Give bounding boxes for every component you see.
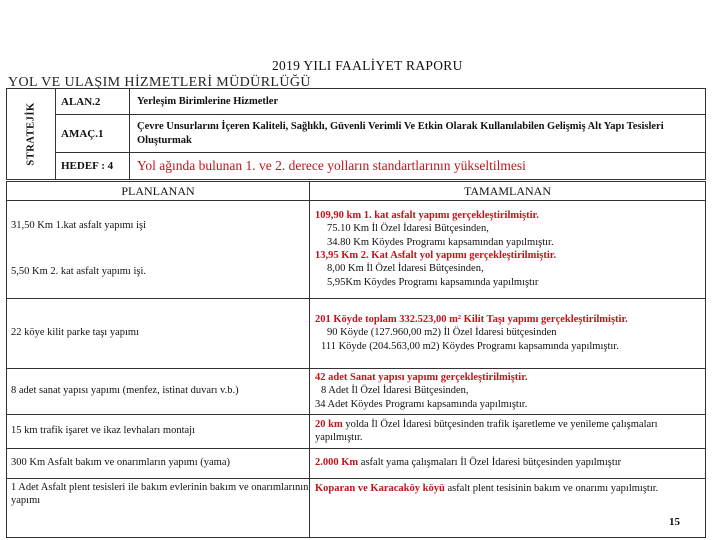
strategy-vertical-label: STRATEJİK <box>25 102 37 166</box>
strategy-code-goal: AMAÇ.1 <box>55 115 130 152</box>
strategy-vertical-cell <box>7 89 56 179</box>
table-row <box>7 200 705 298</box>
strategy-row-target <box>55 153 705 179</box>
completed-text: 42 adet Sanat yapısı yapımı gerçekleştirilmiştir. <box>315 371 528 383</box>
completed-cell <box>315 298 701 368</box>
completed-text: 34.80 Km Köydes Programı kapsamından yapılmıştır. <box>327 236 554 248</box>
completed-highlight: Koparan ve Karacaköy köyü <box>315 483 445 494</box>
strategy-text-area: Yerleşim Birimlerine Hizmetler <box>137 95 279 107</box>
planned-text: 5,50 Km 2. kat asfalt yapımı işi. <box>11 266 147 277</box>
completed-text: 34 Adet Köydes Programı kapsamında yapılmıştır. <box>315 398 528 410</box>
completed-text: 8 Adet İl Özel İdaresi Bütçesinden, <box>321 385 469 397</box>
completed-highlight: 20 km <box>315 418 343 430</box>
header-completed: TAMAMLANAN <box>463 183 552 198</box>
planned-cell: 22 köye kilit parke taşı yapımı <box>11 326 140 338</box>
planned-text: 31,50 Km 1.kat asfalt yapımı işi <box>11 220 147 231</box>
table-row <box>7 478 705 538</box>
strategy-row-area <box>55 89 705 115</box>
completed-cell <box>315 478 701 538</box>
strategy-code-area: ALAN.2 <box>55 89 130 114</box>
table-row <box>7 368 705 414</box>
completed-highlight: 2.000 Km <box>315 457 359 469</box>
completed-text: 90 Köyde (127.960,00 m2) İl Özel İdaresi bütçesinden <box>327 327 557 339</box>
strategy-code-target: HEDEF : 4 <box>55 153 130 179</box>
table-row <box>7 298 705 368</box>
planned-vs-completed-table <box>6 181 706 538</box>
table-row <box>7 414 705 448</box>
completed-cell <box>315 414 701 448</box>
completed-cell <box>315 368 701 414</box>
report-title: 2019 YILI FAALİYET RAPORU <box>272 58 463 73</box>
page-number: 15 <box>669 516 680 528</box>
completed-text: 109,90 km 1. kat asfalt yapımı gerçekleştirilmiştir. <box>315 209 539 221</box>
completed-text: asfalt yama çalışmaları İl Özel İdaresi bütçesinden yapılmıştır <box>358 457 622 469</box>
completed-text: 13,95 Km 2. Kat Asfalt yol yapımı gerçekleştirilmiştir. <box>315 250 557 261</box>
strategy-text-target: Yol ağında bulunan 1. ve 2. derece yolların standartlarının yükseltilmesi <box>137 157 526 173</box>
strategy-row-goal <box>55 115 705 153</box>
planned-cell: 300 Km Asfalt bakım ve onarımların yapımı (yama) <box>11 456 230 468</box>
completed-text: 5,95Km Köydes Programı kapsamında yapılmıştır <box>327 276 539 288</box>
completed-text: yolda İl Özel İdaresi bütçesinden trafik işaretleme ve yenileme çalışmaları yapılmıştır. <box>315 418 658 443</box>
completed-text: 8,00 Km İl Özel İdaresi Bütçesinden, <box>327 263 484 275</box>
strategy-text-goal: Çevre Unsurlarını İçeren Kaliteli, Sağlıklı, Güvenli Verimli Ve Etkin Olarak Kullanılabilen Gelişmiş Alt Yapı Tesisleri Oluşturmak <box>137 121 664 146</box>
planned-cell <box>7 200 309 298</box>
completed-text: 75.10 Km İl Özel İdaresi Bütçesinden, <box>327 223 489 235</box>
completed-text: asfalt plent tesisinin bakım ve onarımı yapılmıştır. <box>444 483 659 494</box>
completed-cell <box>315 200 701 298</box>
table-row <box>7 448 705 478</box>
strategy-block <box>6 88 706 180</box>
planned-cell: 15 km trafik işaret ve ikaz levhaları montajı <box>11 424 195 436</box>
planned-cell: 8 adet sanat yapısı yapımı (menfez, istinat duvarı v.b.) <box>11 384 239 396</box>
completed-text: 111 Köyde (204.563,00 m2) Köydes Programı kapsamında yapılmıştır. <box>321 340 619 352</box>
header-planned: PLANLANAN <box>121 183 195 198</box>
department-title: YOL VE ULAŞIM HİZMETLERİ MÜDÜRLÜĞÜ <box>8 75 311 90</box>
completed-text: 201 Köyde toplam 332.523,00 m² Kilit Taşı yapımı gerçekleştirilmiştir. <box>315 313 628 325</box>
completed-cell <box>315 448 701 478</box>
planned-cell: 1 Adet Asfalt plent tesisleri ile bakım evlerinin bakım ve onarımlarının yapımı <box>11 482 309 506</box>
